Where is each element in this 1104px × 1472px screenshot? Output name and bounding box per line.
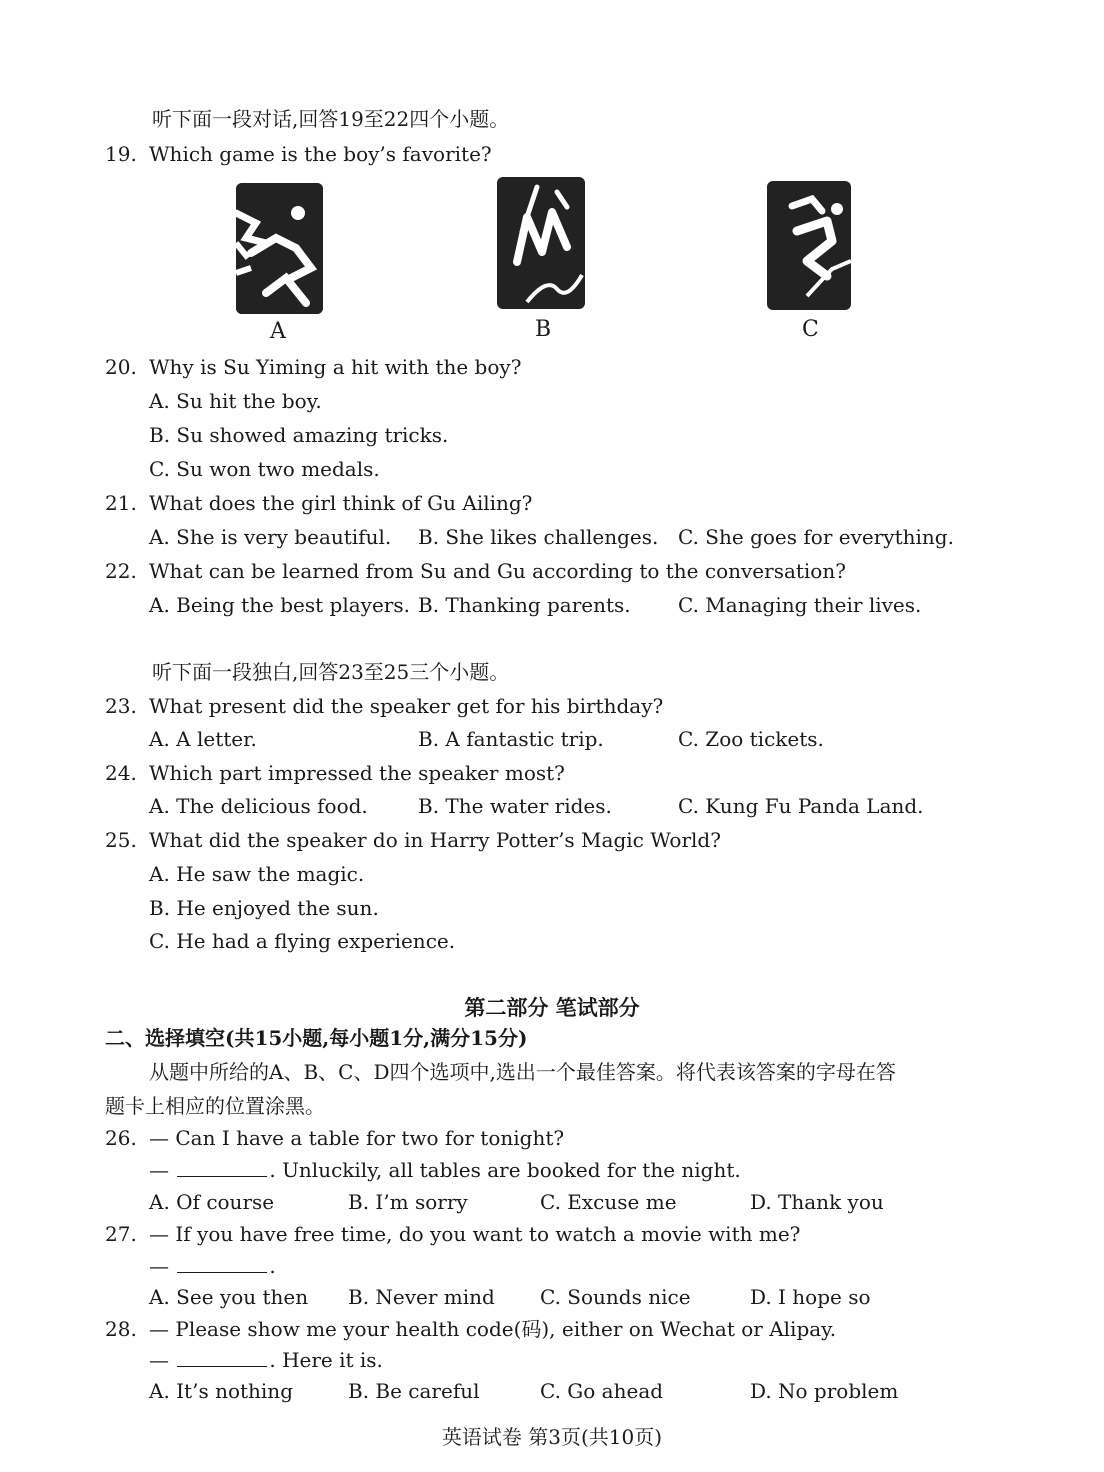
instruction-line-1: 从题中所给的A、B、C、D四个选项中,选出一个最佳答案。将代表该答案的字母在答 [149,1060,896,1084]
question-23 [105,694,663,718]
option-c: C. Kung Fu Panda Land. [678,794,924,818]
option-a: A. She is very beautiful. [149,525,392,549]
dash: — [149,1158,169,1182]
option-label-b: B [535,317,552,342]
option-d: D. I hope so [750,1285,871,1309]
question-26 [105,1126,564,1150]
question-number: 20. [105,355,137,379]
section-heading: 二、选择填空(共15小题,每小题1分,满分15分) [105,1026,528,1050]
option-c: C. Su won two medals. [149,457,380,481]
snowboard-pictogram-image [767,181,851,310]
question-26-line-2 [149,1158,741,1182]
option-b: B. He enjoyed the sun. [149,896,379,920]
option-b: B. Su showed amazing tricks. [149,423,449,447]
dash: — [149,1348,169,1372]
freestyle-ski-pictogram-image [497,177,585,309]
option-a: A. Of course [149,1190,275,1214]
question-27-line-2 [149,1254,276,1278]
option-d: D. No problem [750,1379,899,1403]
part-title: 第二部分 笔试部分 [464,995,640,1020]
option-b: B. Never mind [348,1285,495,1309]
option-c: C. Sounds nice [540,1285,691,1309]
question-line-1: — Please show me your health code(码), either on Wechat or Alipay. [149,1317,837,1341]
answer-blank [177,1158,267,1177]
question-text: Why is Su Yiming a hit with the boy? [149,355,522,379]
question-text: What can be learned from Su and Gu according to the conversation? [149,559,846,583]
question-line-2-text: . Unluckily, all tables are booked for the night. [269,1158,741,1182]
option-label-a: A [270,319,286,344]
dash: — [149,1254,169,1278]
question-number: 24. [105,761,137,785]
option-a: A. He saw the magic. [149,862,365,886]
option-b: B. A fantastic trip. [418,727,604,751]
option-c: C. Zoo tickets. [678,727,824,751]
question-25 [105,828,721,852]
question-text: Which game is the boy’s favorite? [149,142,492,166]
question-24 [105,761,565,785]
option-a: A. Being the best players. [149,593,410,617]
question-number: 27. [105,1222,137,1246]
question-19 [105,142,492,166]
option-d: D. Thank you [750,1190,884,1214]
page-footer: 英语试卷 第3页(共10页) [441,1425,663,1449]
option-b: B. Be careful [348,1379,480,1403]
option-a: A. It’s nothing [149,1379,293,1403]
option-b: B. She likes challenges. [418,525,659,549]
question-line-2-text: . [269,1254,276,1278]
question-text: What present did the speaker get for his birthday? [149,694,664,718]
option-c: C. Go ahead [540,1379,664,1403]
option-b: B. Thanking parents. [418,593,631,617]
question-text: What does the girl think of Gu Ailing? [149,491,533,515]
option-b: B. The water rides. [418,794,612,818]
question-number: 25. [105,828,137,852]
option-a: A. The delicious food. [149,794,368,818]
question-line-1: — Can I have a table for two for tonight? [149,1126,565,1150]
question-number: 28. [105,1317,137,1341]
option-label-c: C [802,317,819,342]
dialogue-instruction: 听下面一段对话,回答19至22四个小题。 [152,107,510,131]
option-a: A. See you then [149,1285,309,1309]
option-a: A. Su hit the boy. [149,389,322,413]
option-c: C. Managing their lives. [678,593,922,617]
instruction-line-2: 题卡上相应的位置涂黑。 [105,1094,325,1118]
question-number: 22. [105,559,137,583]
question-text: Which part impressed the speaker most? [149,761,565,785]
question-number: 21. [105,491,137,515]
question-number: 19. [105,142,137,166]
option-c: C. She goes for everything. [678,525,954,549]
option-b: B. I’m sorry [348,1190,468,1214]
ski-jump-pictogram-image [236,183,323,314]
option-a: A. A letter. [149,727,257,751]
question-line-2-text: . Here it is. [269,1348,383,1372]
answer-blank [177,1254,267,1273]
answer-blank [177,1348,267,1367]
question-number: 23. [105,694,137,718]
question-20 [105,355,521,379]
question-22 [105,559,846,583]
question-line-1: — If you have free time, do you want to watch a movie with me? [149,1222,801,1246]
question-text: What did the speaker do in Harry Potter’s Magic World? [149,828,721,852]
monologue-instruction: 听下面一段独白,回答23至25三个小题。 [152,660,510,684]
question-27 [105,1222,800,1246]
option-c: C. Excuse me [540,1190,677,1214]
question-number: 26. [105,1126,137,1150]
option-c: C. He had a flying experience. [149,929,456,953]
question-21 [105,491,532,515]
question-28-line-2 [149,1348,383,1372]
question-28 [105,1317,836,1341]
